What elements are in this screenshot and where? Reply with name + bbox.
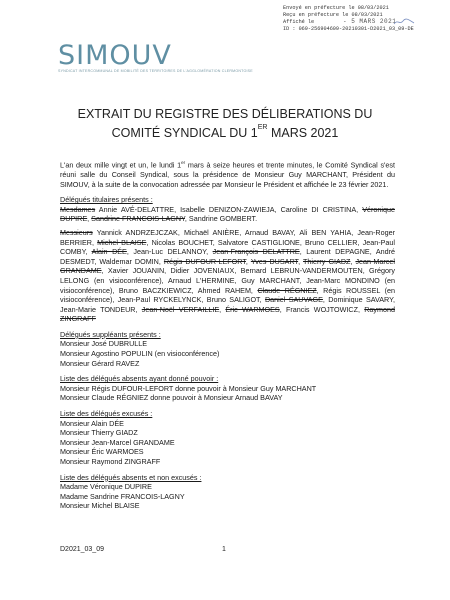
document-body — [60, 158, 395, 511]
paragraph-text: , — [219, 304, 226, 314]
intro-text: L'an deux mille vingt et un, le lundi 1 — [60, 160, 182, 170]
title-line-1: EXTRAIT DU REGISTRE DES DÉLIBERATIONS DU — [77, 107, 373, 121]
title-line-2-text: COMITÉ SYNDICAL DU 1 — [111, 126, 258, 140]
list-item: Monsieur Jean-Marcel GRANDAME — [60, 437, 175, 447]
simouv-logo — [58, 40, 253, 73]
paragraph-text: , Régis ROUSSEL (en visioconférence), Jean-Paul RYCKELYNCK, Bruno SALIGOT, — [60, 285, 396, 305]
list-item: Madame Véronique DUPIRE — [60, 482, 152, 492]
title-line-2-end: MARS 2021 — [267, 126, 339, 140]
list-item: Monsieur Éric WARMOES — [60, 447, 144, 457]
pouvoirs-section — [60, 374, 395, 403]
list-item: Monsieur Raymond ZINGRAFF — [60, 457, 161, 467]
struck-name: Messieurs — [60, 227, 93, 237]
list-item: Madame Sandrine FRANCOIS-LAGNY — [60, 491, 185, 501]
signature-scribble-icon — [393, 18, 415, 26]
logo-tagline: SYNDICAT INTERCOMMUNAL DE MOBILITÉ DES TERRITOIRES DE L'AGGLOMÉRATION CLERMONTOISE — [58, 69, 253, 73]
struck-name: Daniel SAUVAGE — [264, 295, 323, 305]
list-item: Monsieur Michel BLAISE — [60, 501, 140, 511]
list-item: Monsieur Alain DÉE — [60, 418, 124, 428]
list-item: Monsieur José DUBRULLE — [60, 339, 148, 349]
excuses-section — [60, 409, 395, 467]
struck-name: Régis DUFOUR-LEFORT — [163, 256, 246, 266]
struck-name: Claude RÉGNIEZ — [257, 285, 317, 295]
paragraph-text: , — [87, 214, 92, 224]
stamp-date: - 5 MARS 2021 — [343, 18, 397, 25]
page-number: 1 — [222, 546, 226, 553]
intro-paragraph — [60, 158, 395, 189]
struck-name: Jean-Marcel GRANDAME — [60, 256, 395, 276]
paragraph-text: , Nicolas BOUCHET, Salvatore CASTIGLIONE, Bruno CELLIER, Jean-Paul COMBY, — [60, 237, 395, 257]
struck-name: Sandrine FRANCOIS-LAGNY — [91, 214, 185, 224]
struck-name: Véronique DUPIRE — [60, 204, 395, 224]
stamp-line: ID : 069-256904609-20210301-D2021_03_09-DE — [283, 26, 414, 32]
paragraph-text: , Jean-Luc DELANNOY, — [126, 247, 213, 257]
prefecture-stamp — [283, 5, 443, 33]
struck-name: Jean-François DELATTRE — [212, 247, 300, 257]
intro-superscript: er — [181, 160, 186, 165]
paragraph-text: , Dominique SAVARY, Jean-Marie TONDEUR, — [60, 295, 395, 314]
struck-name: Michel BLAISE — [97, 237, 147, 247]
list-item: Monsieur Agostino POPULIN (en visioconférence) — [60, 349, 220, 359]
paragraph-text: , — [350, 256, 356, 266]
struck-name: Mesdames — [60, 204, 96, 214]
paragraph-text: , — [298, 256, 304, 266]
struck-name: Jean-Noël VERFAILLIE — [141, 304, 220, 314]
list-item: Monsieur Claude RÉGNIEZ donne pouvoir à Monsieur Arnaud BAVAY — [60, 393, 283, 403]
list-item: Monsieur Régis DUFOUR-LEFORT donne pouvoir à Monsieur Guy MARCHANT — [60, 383, 317, 393]
messieurs-paragraph — [60, 228, 395, 324]
titulaires-heading: Délégués titulaires présents : — [60, 195, 153, 205]
mesdames-paragraph — [60, 205, 395, 224]
non-excuses-heading: Liste des délégués absents et non excusés : — [60, 472, 202, 482]
intro-text-end: mars à seize heures et trente minutes, le Comité Syndical s'est réuni salle du Conseil Syndical, sous la présidence de Monsieur Guy MARCHANT, Président du SIMOUV, à la suite de la convocation adressée par Monsieur le Président et affichée le 23 février 2021. — [60, 160, 396, 189]
stamp-line: Envoyé en préfecture le 08/03/2021 — [283, 5, 389, 11]
struck-name: Raymond ZINGRAFF — [60, 304, 395, 324]
paragraph-text: , Xavier JOUANIN, Didier JOVENIAUX, Bernard LEBRUN-VANDERMOUTEN, Grégory LELONG (en visioconférence), Arnaud L'HERMINE, Guy MARCHANT, Jean-Marc MONDINO (en visioconférence), Bruno BACZKIEWICZ, Ahmed RAHEM, — [60, 266, 395, 295]
struck-name: Yves DUSART — [250, 256, 299, 266]
paragraph-text: , Francis WOJTOWICZ, — [279, 304, 365, 314]
title-superscript: ER — [257, 124, 268, 131]
logo-name: SIMOUV — [58, 40, 172, 71]
stamp-line: Reçu en préfecture le 08/03/2021 — [283, 12, 383, 18]
struck-name: Alain DÉE — [91, 247, 127, 257]
suppleants-heading: Délégués suppléants présents : — [60, 329, 161, 339]
paragraph-text: Yannick ANDRZEJCZAK, Michaël ANIÈRE, Arnaud BAVAY, Ali BEN YAHIA, Jean-Roger BERRIER, — [60, 227, 395, 247]
pouvoirs-heading: Liste des délégués absents ayant donné pouvoir : — [60, 374, 219, 384]
suppleants-section — [60, 330, 395, 368]
stamp-line: Affiché le — [283, 19, 315, 25]
list-item: Monsieur Gérard RAVEZ — [60, 358, 140, 368]
list-item: Monsieur Thierry GIADZ — [60, 428, 138, 438]
struck-name: Éric WARMOES — [225, 304, 280, 314]
non-excuses-section — [60, 473, 395, 511]
paragraph-text: , Sandrine GOMBERT. — [184, 214, 258, 224]
document-title — [60, 105, 390, 143]
document-reference: D2021_03_09 — [60, 546, 104, 553]
struck-name: Thierry GIADZ — [303, 256, 351, 266]
title-line-2 — [60, 124, 390, 143]
paragraph-text: Annie AVÉ-DELATTRE, Isabelle DENIZON-ZAWIEJA, Caroline DI CRISTINA, — [95, 204, 363, 214]
excuses-heading: Liste des délégués excusés : — [60, 409, 153, 419]
paragraph-text: , — [245, 256, 251, 266]
paragraph-text: , Laurent DEPAGNE, André DESMEDT, Waldemar DOMIN, — [60, 247, 396, 266]
